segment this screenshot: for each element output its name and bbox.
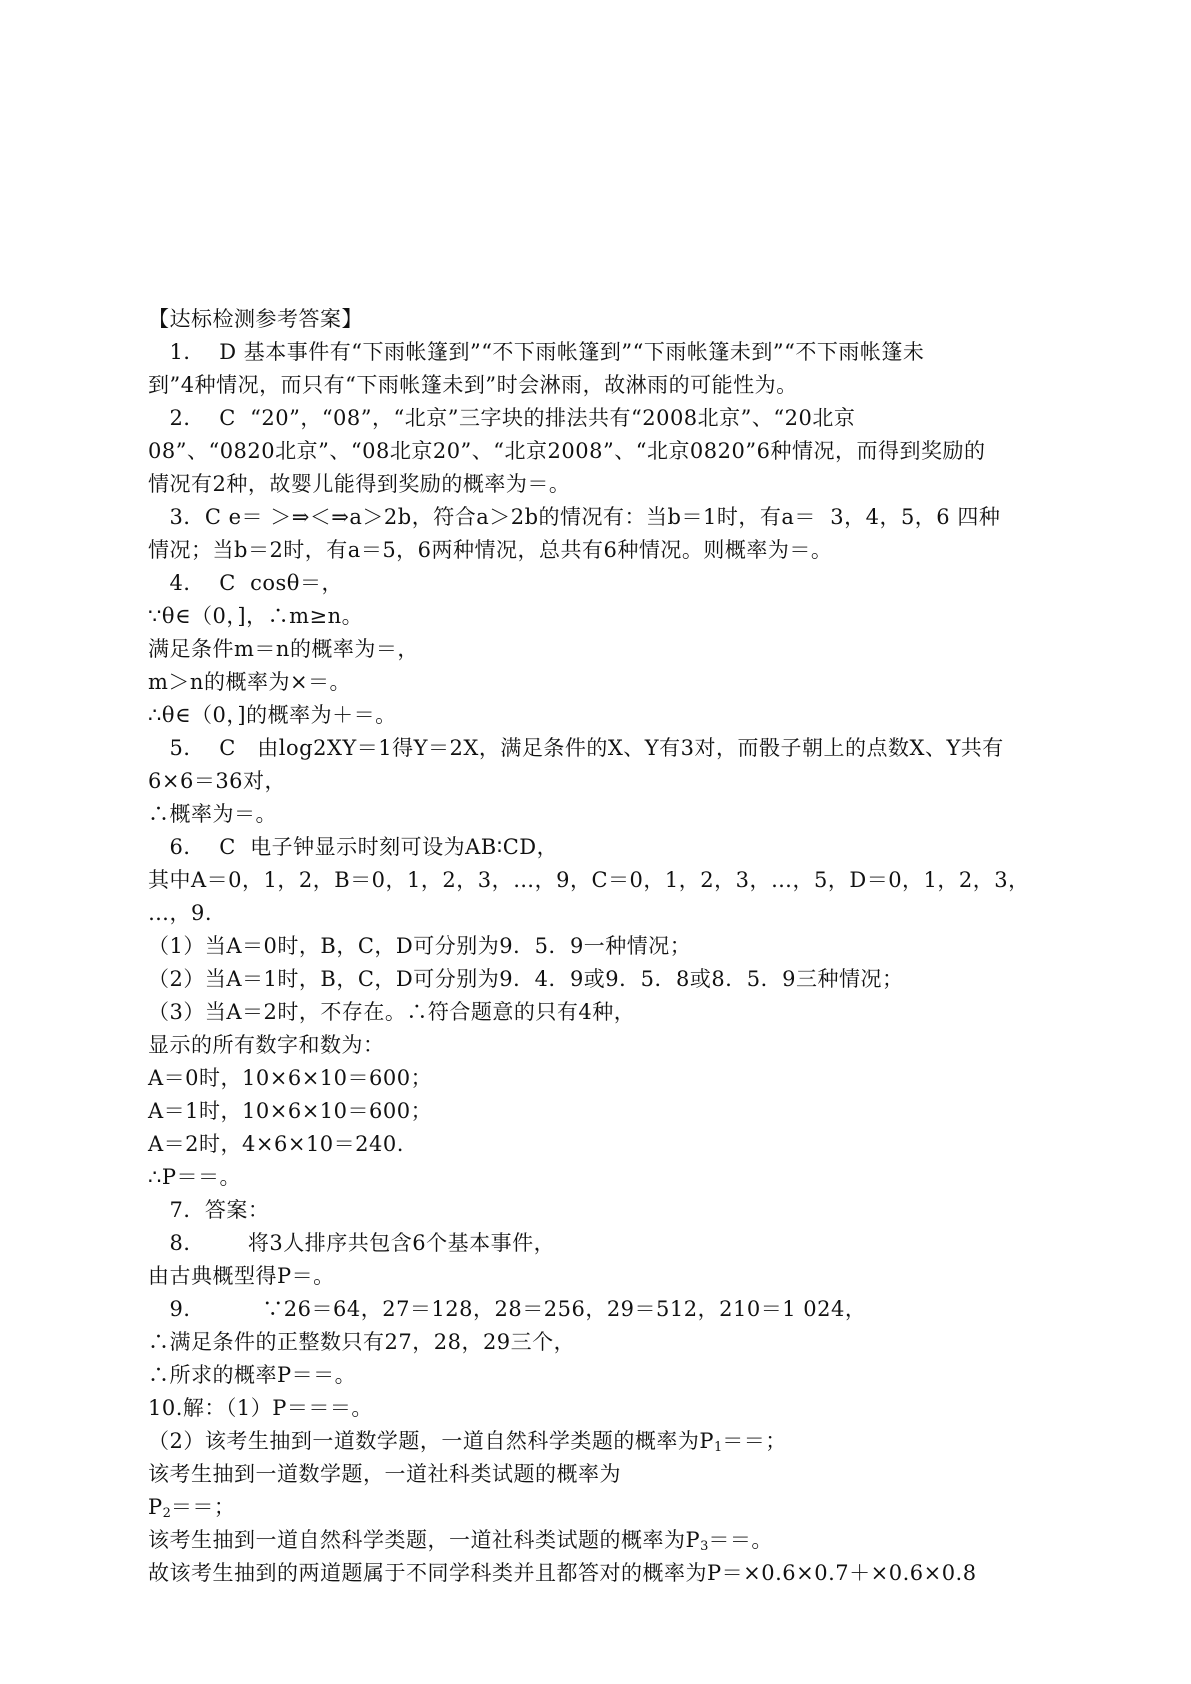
text-line: 9． ∵26＝64，27＝128，28＝256，29＝512，210＝1 024， bbox=[148, 1297, 867, 1321]
text-segment: ＝＝。 bbox=[708, 1528, 773, 1552]
text-segment: P bbox=[148, 1495, 163, 1519]
text-line: 故该考生抽到的两道题属于不同学科类并且都答对的概率为P＝×0.6×0.7＋×0.6×0.8 bbox=[148, 1561, 977, 1585]
text-line: 5． C 由log2XY＝1得Y＝2X，满足条件的X、Y有3对，而骰子朝上的点数X、Y共有 bbox=[148, 736, 1004, 760]
text-line: A＝0时，10×6×10＝600； bbox=[148, 1066, 433, 1090]
subscript: 2 bbox=[162, 1506, 171, 1521]
text-line: 满足条件m＝n的概率为＝， bbox=[148, 637, 419, 661]
text-segment: （2）该考生抽到一道数学题，一道自然科学类题的概率为P bbox=[148, 1429, 714, 1453]
text-line: m＞n的概率为×＝。 bbox=[148, 670, 352, 694]
text-line: 10.解：（1）P＝＝＝。 bbox=[148, 1396, 373, 1420]
text-line: …，9. bbox=[148, 901, 213, 925]
subscript: 3 bbox=[700, 1539, 709, 1554]
text-line: 到”4种情况，而只有“下雨帐篷未到”时会淋雨，故淋雨的可能性为。 bbox=[148, 373, 798, 397]
text-line: 该考生抽到一道数学题，一道社科类试题的概率为 bbox=[148, 1462, 621, 1486]
text-line: A＝1时，10×6×10＝600； bbox=[148, 1099, 433, 1123]
text-line: 7．答案： bbox=[148, 1198, 270, 1222]
text-line: 情况有2种，故婴儿能得到奖励的概率为＝。 bbox=[148, 472, 571, 496]
text-line: ∴P＝＝。 bbox=[148, 1165, 241, 1189]
text-line: 4． C cosθ＝， bbox=[148, 571, 343, 595]
text-line: A＝2时，4×6×10＝240. bbox=[148, 1132, 404, 1156]
text-line: 2． C “20”，“08”，“北京”三字块的排法共有“2008北京”、“20北京 bbox=[148, 406, 856, 430]
text-line: （2）当A＝1时，B，C，D可分别为9．4．9或9．5．8或8．5．9三种情况； bbox=[148, 967, 904, 991]
text-segment: 该考生抽到一道自然科学类题，一道社科类试题的概率为P bbox=[148, 1528, 701, 1552]
text-line: ∴满足条件的正整数只有27，28，29三个， bbox=[148, 1330, 576, 1354]
text-line: ∴概率为＝。 bbox=[148, 802, 277, 826]
text-line: 6． C 电子钟显示时刻可设为AB∶CD， bbox=[148, 835, 559, 859]
text-line: 8． 将3人排序共包含6个基本事件， bbox=[148, 1231, 556, 1255]
text-segment: ＝＝； bbox=[722, 1429, 787, 1453]
text-line: （3）当A＝2时，不存在。∴符合题意的只有4种， bbox=[148, 1000, 636, 1024]
text-line: 显示的所有数字和数为： bbox=[148, 1033, 385, 1057]
text-line-p3 bbox=[148, 1524, 1078, 1557]
subscript: 1 bbox=[714, 1440, 723, 1455]
text-line: 6×6＝36对， bbox=[148, 769, 287, 793]
text-line: （1）当A＝0时，B，C，D可分别为9．5．9一种情况； bbox=[148, 934, 692, 958]
text-line: 由古典概型得P＝。 bbox=[148, 1264, 335, 1288]
text-line: 1． D 基本事件有“下雨帐篷到”“不下雨帐篷到”“下雨帐篷未到”“不下雨帐篷未 bbox=[148, 340, 925, 364]
section-title: 【达标检测参考答案】 bbox=[148, 307, 363, 331]
text-line: ∴所求的概率P＝＝。 bbox=[148, 1363, 357, 1387]
text-line: ∴θ∈（0，]的概率为＋＝。 bbox=[148, 703, 397, 727]
text-line: ∵θ∈（0，]，∴m≥n。 bbox=[148, 604, 364, 628]
text-line-p2 bbox=[148, 1491, 1078, 1524]
text-segment: ＝＝； bbox=[170, 1495, 236, 1519]
text-line: 其中A＝0，1，2，B＝0，1，2，3，…，9，C＝0，1，2，3，…，5，D＝0，1，2，3， bbox=[148, 868, 1030, 892]
text-line: 3．C e＝ ＞⇒＜⇒a＞2b，符合a＞2b的情况有：当b＝1时，有a＝ 3，4，5，6 四种 bbox=[148, 505, 1001, 529]
answer-content bbox=[148, 303, 1078, 1590]
text-line-p1 bbox=[148, 1425, 1078, 1458]
text-line: 08”、“0820北京”、“08北京20”、“北京2008”、“北京0820”6种情况，而得到奖励的 bbox=[148, 439, 986, 463]
text-line: 情况；当b＝2时，有a＝5，6两种情况，总共有6种情况。则概率为＝。 bbox=[148, 538, 833, 562]
